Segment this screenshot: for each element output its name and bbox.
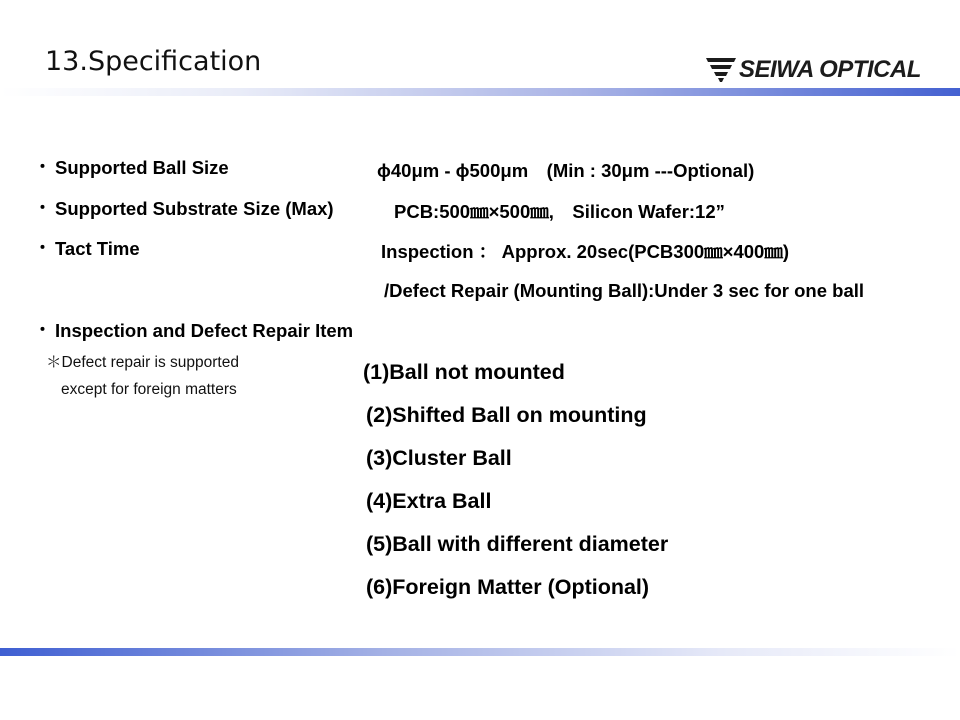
spec-label: Supported Ball Size — [55, 157, 229, 178]
seiwa-optical-logo — [706, 54, 951, 88]
list-item: (4)Extra Ball — [366, 489, 492, 513]
spec-label: Tact Time — [55, 238, 140, 259]
note-line: except for foreign matters — [61, 381, 237, 398]
bullet: ･ — [38, 320, 47, 340]
spec-label: Supported Substrate Size (Max) — [55, 198, 334, 219]
repair-note — [46, 349, 239, 403]
list-item: (5)Ball with different diameter — [366, 532, 669, 556]
spec-value: /Defect Repair (Mounting Ball):Under 3 sec for one ball — [384, 280, 865, 301]
spec-value: PCB:500㎜×500㎜, Silicon Wafer:12” — [394, 201, 725, 222]
note-line: ＊Defect repair is supported — [46, 354, 239, 371]
repair-item-list — [363, 357, 668, 615]
slide-title: 13.Specification — [45, 46, 262, 77]
header-divider — [0, 88, 960, 96]
spec-value: ϕ40μm - ϕ500μm (Min : 30μm ---Optional) — [377, 160, 755, 181]
bullet: ･ — [38, 198, 47, 218]
list-item: (2)Shifted Ball on mounting — [366, 403, 647, 427]
spec-value: Inspection ： Approx. 20sec(PCB300㎜×400㎜) — [381, 241, 789, 262]
bullet: ･ — [38, 157, 47, 177]
logo-text: SEIWA OPTICAL — [739, 56, 921, 83]
footer-divider — [0, 648, 960, 656]
spec-label: Inspection and Defect Repair Item — [55, 320, 354, 341]
list-item: (3)Cluster Ball — [366, 446, 512, 470]
list-item: (1)Ball not mounted — [363, 360, 565, 384]
logo-mark-icon — [706, 56, 736, 82]
list-item: (6)Foreign Matter (Optional) — [366, 575, 650, 599]
bullet: ･ — [38, 238, 47, 258]
